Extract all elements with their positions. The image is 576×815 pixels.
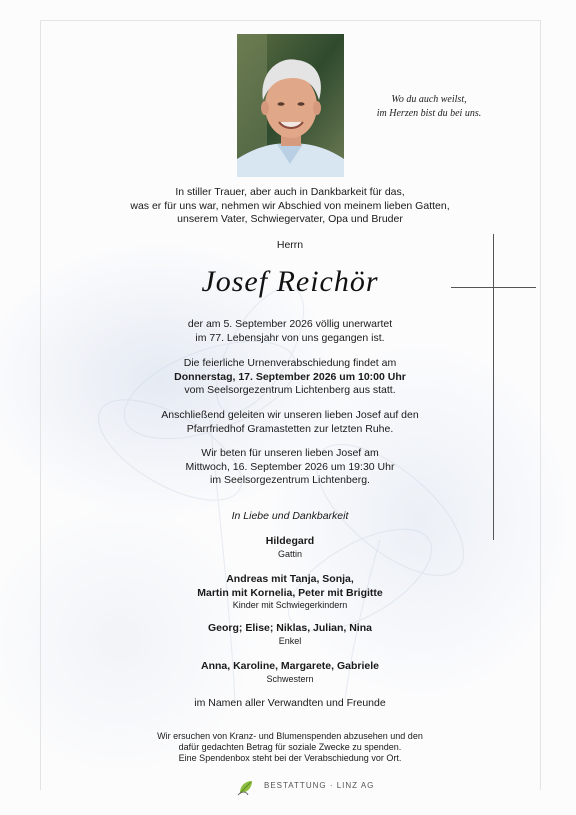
- mourner-relation: Kinder mit Schwiegerkindern: [232, 600, 348, 610]
- intro-text: [80, 186, 500, 227]
- prayer-line-3: im Seelsorgezentrum Lichtenberg.: [210, 474, 370, 486]
- mourner-group-grandchildren: [80, 622, 500, 647]
- mourner-group-sisters: [80, 660, 500, 685]
- burial-line-1: Anschließend geleiten wir unseren lieben Josef auf den: [161, 409, 419, 421]
- leaf-logo-icon: [236, 777, 256, 797]
- ceremony-line-2: Donnerstag, 17. September 2026 um 10:00 Uhr: [174, 370, 406, 383]
- mourner-relation: Schwestern: [266, 673, 314, 684]
- mourner-relation: Enkel: [278, 635, 302, 646]
- ceremony-line-3: vom Seelsorgezentrum Lichtenberg aus statt.: [184, 384, 396, 396]
- mourner-group-spouse: [80, 535, 500, 560]
- donation-line-1: Wir ersuchen von Kranz- und Blumenspenden abzusehen und den: [157, 731, 423, 741]
- closing-line: In Liebe und Dankbarkeit: [231, 510, 349, 522]
- mourner-group-children: [80, 573, 500, 611]
- intro-line-2: was er für uns war, nehmen wir Abschied von meinem lieben Gatten,: [130, 199, 450, 212]
- death-line-1: der am 5. September 2026 völlig unerwartet: [187, 318, 393, 330]
- donation-notice: [80, 731, 500, 764]
- portrait-photo: [237, 34, 344, 177]
- mourner-names: Andreas mit Tanja, Sonja,: [226, 573, 354, 585]
- prayer-line-1: Wir beten für unseren lieben Josef am: [201, 447, 379, 459]
- fold-line-right: [540, 20, 541, 790]
- cross-icon-horizontal: [451, 287, 536, 288]
- ceremony-line-1: Die feierliche Urnenverabschiedung findet am: [183, 357, 397, 369]
- donation-line-2: dafür gedachten Betrag für soziale Zwecke zu spenden.: [178, 742, 402, 752]
- mourner-names: Georg; Elise; Niklas, Julian, Nina: [208, 622, 372, 634]
- verse-quote: [354, 93, 504, 121]
- intro-line-3: unserem Vater, Schwiegervater, Opa und Bruder: [177, 213, 403, 225]
- burial-notice: [80, 409, 500, 436]
- intro-line-1: In stiller Trauer, aber auch in Dankbarkeit für das,: [175, 186, 405, 198]
- death-line-2: im 77. Lebensjahr von uns gegangen ist.: [195, 331, 385, 344]
- relatives-line: im Namen aller Verwandten und Freunde: [194, 697, 386, 709]
- fold-line-left: [40, 20, 41, 790]
- portrait-image: [237, 34, 344, 177]
- salutation: Herrn: [276, 239, 304, 251]
- verse-line-2: im Herzen bist du bei uns.: [376, 108, 482, 119]
- prayer-line-2: Mittwoch, 16. September 2026 um 19:30 Uhr: [185, 460, 395, 473]
- fold-line-top: [40, 20, 540, 21]
- prayer-notice: [80, 447, 500, 488]
- funeral-home-brand: BESTATTUNG · LINZ AG: [264, 781, 375, 790]
- mourner-relation: Gattin: [277, 548, 302, 559]
- mourner-names-2: Martin mit Kornelia, Peter mit Brigitte: [197, 586, 383, 599]
- mourner-names: Hildegard: [265, 535, 315, 547]
- verse-line-1: Wo du auch weilst,: [391, 94, 467, 105]
- deceased-name: Josef Reichör: [201, 265, 379, 298]
- death-notice: [80, 318, 500, 345]
- donation-line-3: Eine Spendenbox steht bei der Verabschiedung vor Ort.: [178, 753, 402, 763]
- burial-line-2: Pfarrfriedhof Gramastetten zur letzten Ruhe.: [186, 422, 394, 435]
- ceremony-notice: [80, 357, 500, 398]
- mourner-names: Anna, Karoline, Margarete, Gabriele: [201, 660, 379, 672]
